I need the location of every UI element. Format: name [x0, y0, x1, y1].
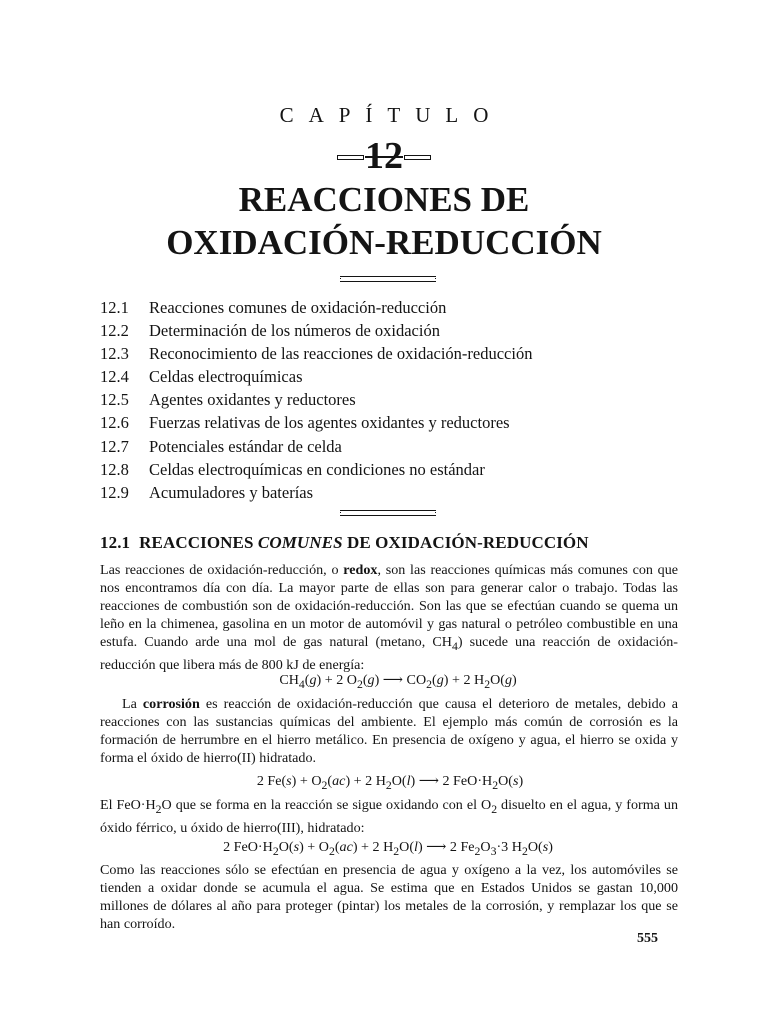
- section-number: 12.1: [100, 533, 131, 552]
- section-heading-part: REACCIONES: [139, 533, 258, 552]
- subscript: 2: [491, 802, 498, 816]
- toc-number: 12.3: [100, 344, 129, 364]
- ornament-bar-right: [404, 155, 431, 160]
- subscript: 2: [155, 802, 162, 816]
- chapter-number-ornament: [0, 135, 768, 177]
- toc-title: Determinación de los números de oxidación: [149, 321, 440, 341]
- toc-title: Potenciales estándar de celda: [149, 436, 342, 456]
- paragraph-automobiles: [100, 861, 678, 933]
- chapter-label: CAPÍTULO: [279, 103, 504, 127]
- toc-number: 12.8: [100, 459, 129, 479]
- chapter-title-line1: REACCIONES DE: [238, 180, 530, 219]
- decorative-rule-top: [340, 276, 436, 282]
- page-number: 555: [637, 931, 658, 946]
- toc-title: Reacciones comunes de oxidación-reducción: [149, 298, 447, 317]
- text-run: El FeO·H: [100, 797, 156, 813]
- bold-term: redox: [343, 562, 378, 578]
- toc-title: Reconocimiento de las reacciones de oxidación-reducción: [149, 344, 533, 364]
- section-heading-italic: COMUNES: [257, 533, 343, 552]
- toc-number: 12.4: [100, 367, 129, 387]
- toc-item: [100, 411, 660, 434]
- chapter-number: 12: [365, 135, 403, 177]
- toc-item: [100, 319, 660, 342]
- toc-item: [100, 296, 660, 319]
- chapter-title: [0, 178, 768, 264]
- toc-title: Fuerzas relativas de los agentes oxidantes y reductores: [149, 413, 510, 433]
- equation-ferric-oxide: 2 $FeO\cdot H_2O(s) + O_2(ac) + 2$ $H_2O(l)$ ⟶ 2 $Fe_2O_3\cdot 3$ $H_2O(s)$: [223, 839, 553, 858]
- toc-number: 12.1: [100, 298, 129, 317]
- toc-number: 12.2: [100, 321, 129, 341]
- toc-item: [100, 481, 660, 504]
- toc-number: 12.6: [100, 413, 129, 433]
- toc-number: 12.7: [100, 436, 129, 456]
- toc-title: Celdas electroquímicas en condiciones no estándar: [149, 459, 485, 479]
- text-run: disuelto en el agua, y forma un óxido férrico, u óxido de hierro(III), hidratado:: [100, 797, 679, 836]
- equation-iron-oxidation: 2 $Fe(s) + O_2(ac) + 2$ $H_2O(l)$ ⟶ 2 $FeO\cdot H_2O(s)$: [256, 773, 524, 792]
- text-run: , son las reacciones químicas más comunes con que nos encontramos día con día. La mayor parte de ellas son para generar calor o trabajo. Todas las reacciones de combustión son de oxidación-reducción. Son las que se efectúan cuando se quema un leño en la chimenea, gasolina en un motor de automóvil y gas natural o petróleo combustible en una estufa. Cuando arde una mol de gas natural (metano, CH: [100, 562, 679, 650]
- toc-item: [100, 435, 660, 458]
- toc-item: [100, 388, 660, 411]
- toc-item: [100, 458, 660, 481]
- subscript: 4: [451, 639, 458, 653]
- toc-title: Agentes oxidantes y reductores: [149, 390, 356, 410]
- text-run: La: [122, 696, 143, 712]
- toc-title: Acumuladores y baterías: [149, 482, 314, 502]
- text-run: es reacción de oxidación-reducción que causa el deterioro de metales, debido a reacciones con las sustancias químicas del ambiente. El ejemplo más común de corrosión es la formación de herrumbre en el hierro metálico. En presencia de oxígeno y agua, el hierro se oxida y forma el óxido de hierro(II) hidratado.: [100, 696, 678, 766]
- equation-methane-combustion: $CH_4(g) + 2$ $O_2(g)$ ⟶ $CO_2(g) + 2$ $H_2O(g)$: [279, 672, 517, 691]
- toc-number: 12.5: [100, 390, 129, 410]
- text-run: Las reacciones de oxidación-reducción, o: [100, 562, 344, 578]
- toc-item: [100, 365, 660, 388]
- bold-term: corrosión: [142, 696, 200, 712]
- toc-number: 12.9: [100, 482, 129, 502]
- decorative-rule-bottom: [340, 510, 436, 516]
- section-heading-part: DE OXIDACIÓN-REDUCCIÓN: [342, 533, 589, 552]
- toc-item: [100, 342, 660, 365]
- paragraph-feo-oxidation: [100, 796, 678, 837]
- text-run: O que se forma en la reacción se sigue oxidando con el O: [161, 797, 492, 813]
- text-run: ) sucede una reacción de oxidación-reducción que libera más de 800 kJ de energía:: [100, 634, 678, 673]
- paragraph-redox: [100, 561, 678, 674]
- chapter-title-line2: OXIDACIÓN-REDUCCIÓN: [166, 223, 602, 262]
- ornament-bar-left: [337, 155, 364, 160]
- section-heading: [100, 533, 589, 553]
- table-of-contents: [100, 296, 660, 504]
- paragraph-corrosion: [100, 695, 678, 767]
- paragraph-text: Como las reacciones sólo se efectúan en presencia de agua y oxígeno a la vez, los automóviles se tienden a oxidar donde se acumula el agua. Se estima que en Estados Unidos se gastan 10,000 millones de dólares al año para proteger (pintar) los metales de la corrosión, y remplazar los que se han corroído.: [100, 862, 678, 932]
- toc-title: Celdas electroquímicas: [149, 367, 303, 387]
